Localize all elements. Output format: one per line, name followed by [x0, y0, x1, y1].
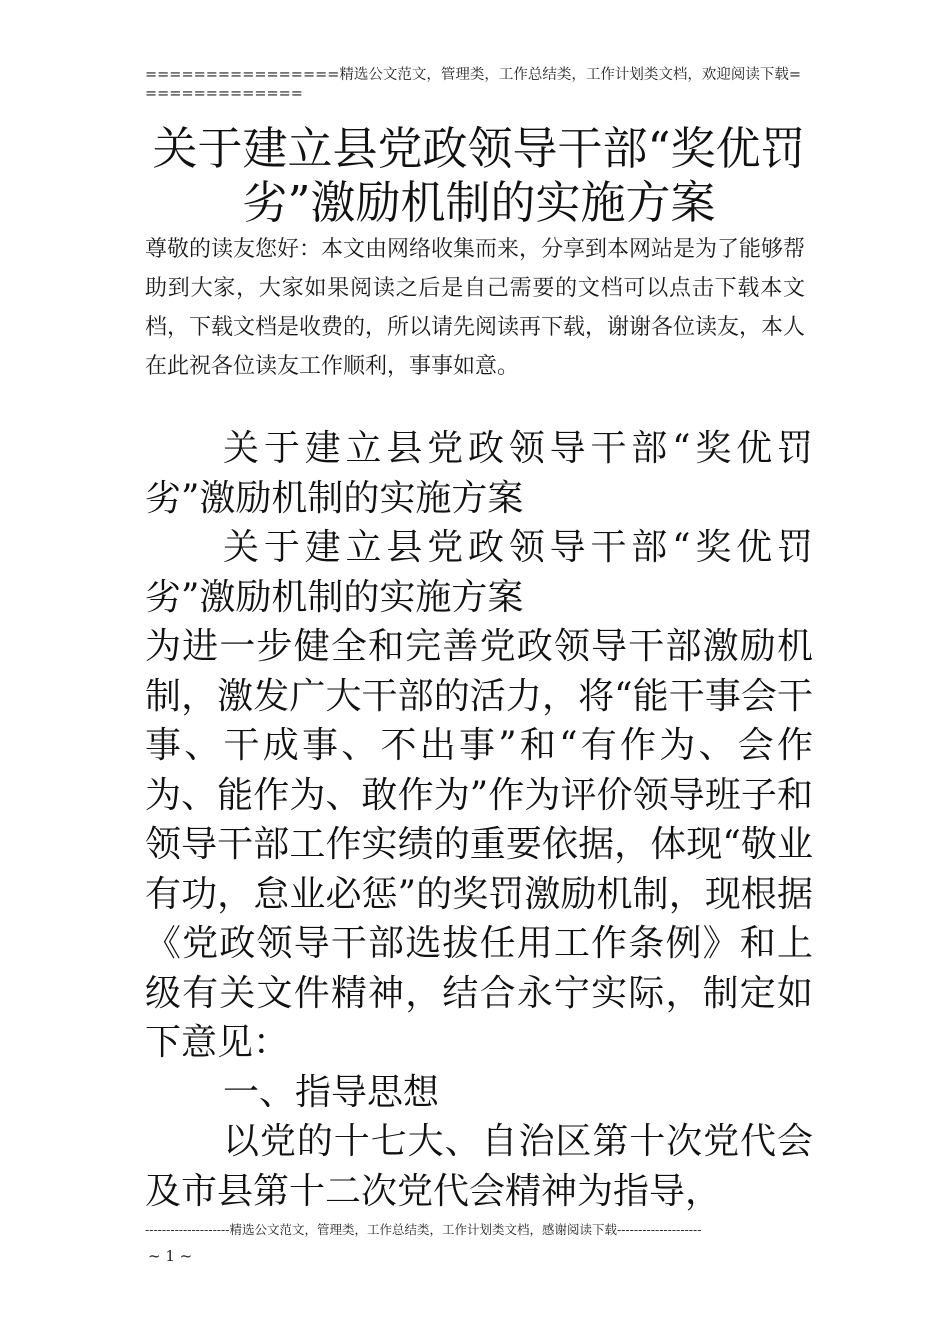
intro-paragraph: 为进一步健全和完善党政领导干部激励机制，激发广大干部的活力，将“能干事会干事、干成事、不出事”和“有作为、会作为、能作为、敢作为”作为评价领导班子和领导干部工作实绩的重要依据，体现“敬业有功，怠业必惩”的奖罚激励机制，现根据《党政领导干部选拔任用工作条例》和上级有关文件精神，结合永宁实际，制定如下意见： [145, 626, 813, 1063]
repeat-title-2: 关于建立县党政领导干部“奖优罚劣”激励机制的实施方案 [145, 527, 813, 618]
reader-notice: 尊敬的读友您好：本文由网络收集而来，分享到本网站是为了能够帮助到大家，大家如果阅读之后是自己需要的文档可以点击下载本文档，下载文档是收费的，所以请先阅读再下载，谢谢各位读友，本人在此祝各位读友工作顺利，事事如意。 [145, 237, 806, 379]
section-1-paragraph: 以党的十七大、自治区第十次党代会及市县第十二次党代会精神为指导， [145, 1121, 813, 1212]
document-body [145, 424, 813, 1216]
header-banner: ================精选公文范文，管理类，工作总结类，工作计划类文档，欢迎阅读下载============== [145, 67, 802, 102]
section-1-heading: 一、指导思想 [223, 1071, 440, 1113]
page-number: ~ 1 ~ [148, 1247, 193, 1265]
footer-banner: --------------------精选公文范文，管理类，工作总结类，工作计划类文档，感谢阅读下载-------------------- [145, 1222, 702, 1237]
document-title: 关于建立县党政领导干部“奖优罚劣”激励机制的实施方案 [152, 122, 806, 229]
repeat-title-1: 关于建立县党政领导干部“奖优罚劣”激励机制的实施方案 [145, 428, 813, 519]
